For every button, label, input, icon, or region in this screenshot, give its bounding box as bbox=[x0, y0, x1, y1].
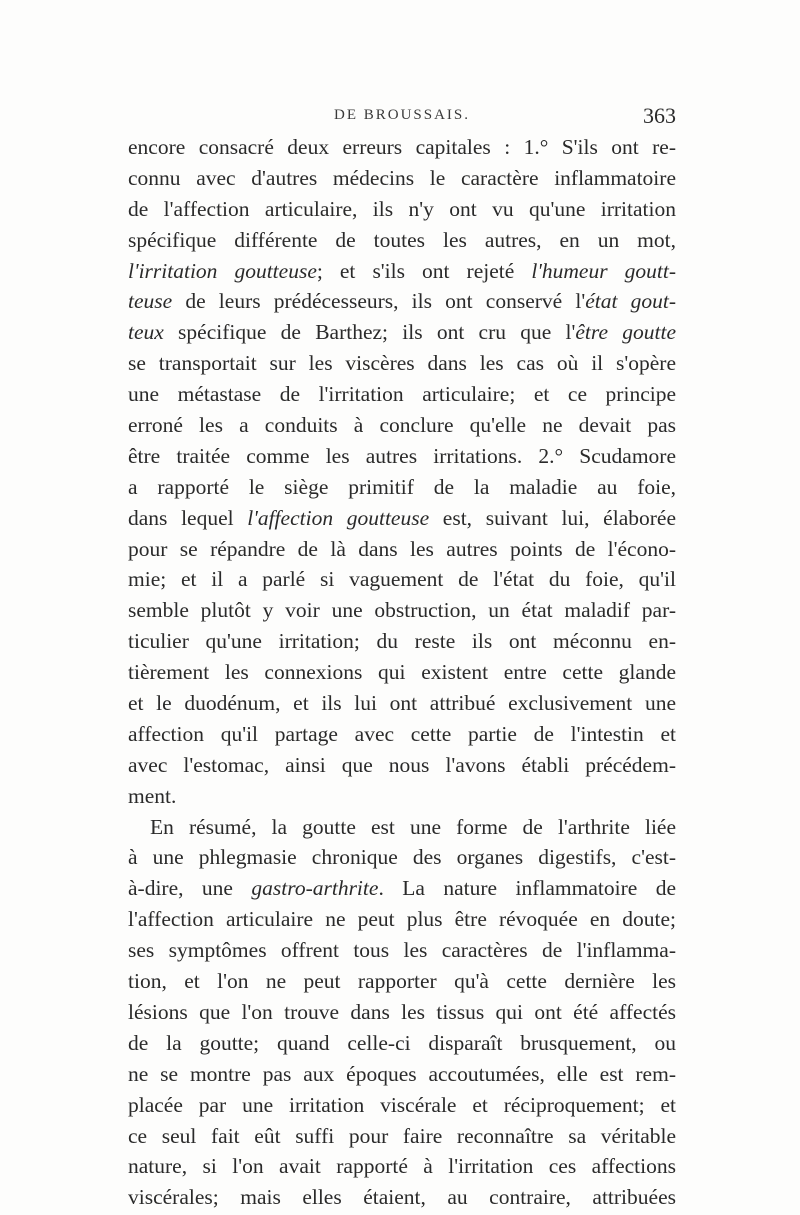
text-line: connu avec d'autres médecins le caractère inflammatoire bbox=[128, 165, 676, 190]
text-line: à une phlegmasie chronique des organes digestifs, c'est- bbox=[128, 845, 676, 870]
text-line: En résumé, la goutte est une forme de l'arthrite liée bbox=[150, 814, 676, 839]
text-line: tièrement les connexions qui existent entre cette glande bbox=[128, 660, 676, 685]
italic-phrase: gastro-arthrite bbox=[251, 876, 379, 901]
text-run: à-dire, une bbox=[128, 876, 252, 901]
text-line bbox=[128, 873, 676, 904]
text-run: . La nature inflammatoire de bbox=[378, 876, 676, 901]
text-line: et le duodénum, et ils lui ont attribué exclusivement une bbox=[128, 691, 676, 716]
text-line: erroné les a conduits à conclure qu'elle ne devait pas bbox=[128, 413, 676, 438]
text-line: une métastase de l'irritation articulaire; et ce principe bbox=[128, 382, 676, 407]
text-line bbox=[128, 256, 676, 287]
text-run: de leurs prédécesseurs, ils ont conservé l' bbox=[172, 289, 586, 314]
text-line: être traitée comme les autres irritations. 2.° Scudamore bbox=[128, 443, 676, 468]
text-line: ne se montre pas aux époques accoutumées, elle est rem- bbox=[128, 1061, 676, 1086]
text-line: nature, si l'on avait rapporté à l'irritation ces affections bbox=[128, 1154, 676, 1179]
text-line: encore consacré deux erreurs capitales : 1.° S'ils ont re- bbox=[128, 135, 676, 159]
running-head bbox=[128, 103, 676, 129]
running-title: DE BROUSSAIS. bbox=[333, 107, 471, 123]
text-line: pour se répandre de là dans les autres points de l'écono- bbox=[128, 536, 676, 561]
italic-phrase: être goutte bbox=[575, 320, 676, 345]
text-line: mie; et il a parlé si vaguement de l'état du foie, qu'il bbox=[128, 567, 676, 592]
italic-phrase: teux bbox=[128, 320, 164, 345]
text-line: ses symptômes offrent tous les caractères de l'inflamma- bbox=[128, 938, 676, 963]
italic-phrase: teuse bbox=[128, 289, 173, 314]
text-run: dans lequel bbox=[128, 505, 248, 530]
text-line: de l'affection articulaire, ils n'y ont vu qu'une irritation bbox=[128, 196, 676, 221]
text-line: a rapporté le siège primitif de la maladie au foie, bbox=[128, 474, 676, 499]
text-line: avec l'estomac, ainsi que nous l'avons établi précédem- bbox=[128, 752, 676, 777]
text-line: ment. bbox=[128, 783, 177, 808]
text-line: placée par une irritation viscérale et réciproquement; et bbox=[128, 1092, 676, 1117]
italic-phrase: l'affection goutteuse bbox=[247, 505, 430, 530]
text-line bbox=[128, 317, 676, 348]
italic-phrase: l'irritation goutteuse bbox=[128, 258, 317, 283]
text-line bbox=[128, 503, 676, 534]
italic-phrase: l'humeur goutt- bbox=[531, 258, 676, 283]
text-line bbox=[128, 286, 676, 317]
page-number: 363 bbox=[643, 103, 676, 128]
text-line: viscérales; mais elles étaient, au contraire, attribuées bbox=[128, 1185, 676, 1210]
text-line: tion, et l'on ne peut rapporter qu'à cette dernière les bbox=[128, 969, 676, 994]
text-line: l'affection articulaire ne peut plus être révoquée en doute; bbox=[128, 907, 676, 932]
text-line: affection qu'il partage avec cette partie de l'intestin et bbox=[128, 721, 676, 746]
body-text bbox=[128, 132, 676, 1213]
text-line: lésions que l'on trouve dans les tissus qui ont été affectés bbox=[128, 999, 676, 1024]
text-run: ; et s'ils ont rejeté bbox=[316, 258, 532, 283]
text-run: spécifique de Barthez; ils ont cru que l' bbox=[163, 320, 576, 345]
text-line: ce seul fait eût suffi pour faire reconnaître sa véritable bbox=[128, 1123, 676, 1148]
text-run: est, suivant lui, élaborée bbox=[429, 505, 676, 530]
text-line: spécifique différente de toutes les autres, en un mot, bbox=[128, 227, 676, 252]
text-line: se transportait sur les viscères dans les cas où il s'opère bbox=[128, 351, 676, 376]
text-line: ticulier qu'une irritation; du reste ils ont méconnu en- bbox=[128, 629, 676, 654]
italic-phrase: état gout- bbox=[585, 289, 676, 314]
text-line: de la goutte; quand celle-ci disparaît brusquement, ou bbox=[128, 1030, 676, 1055]
text-line: semble plutôt y voir une obstruction, un état maladif par- bbox=[128, 598, 676, 623]
